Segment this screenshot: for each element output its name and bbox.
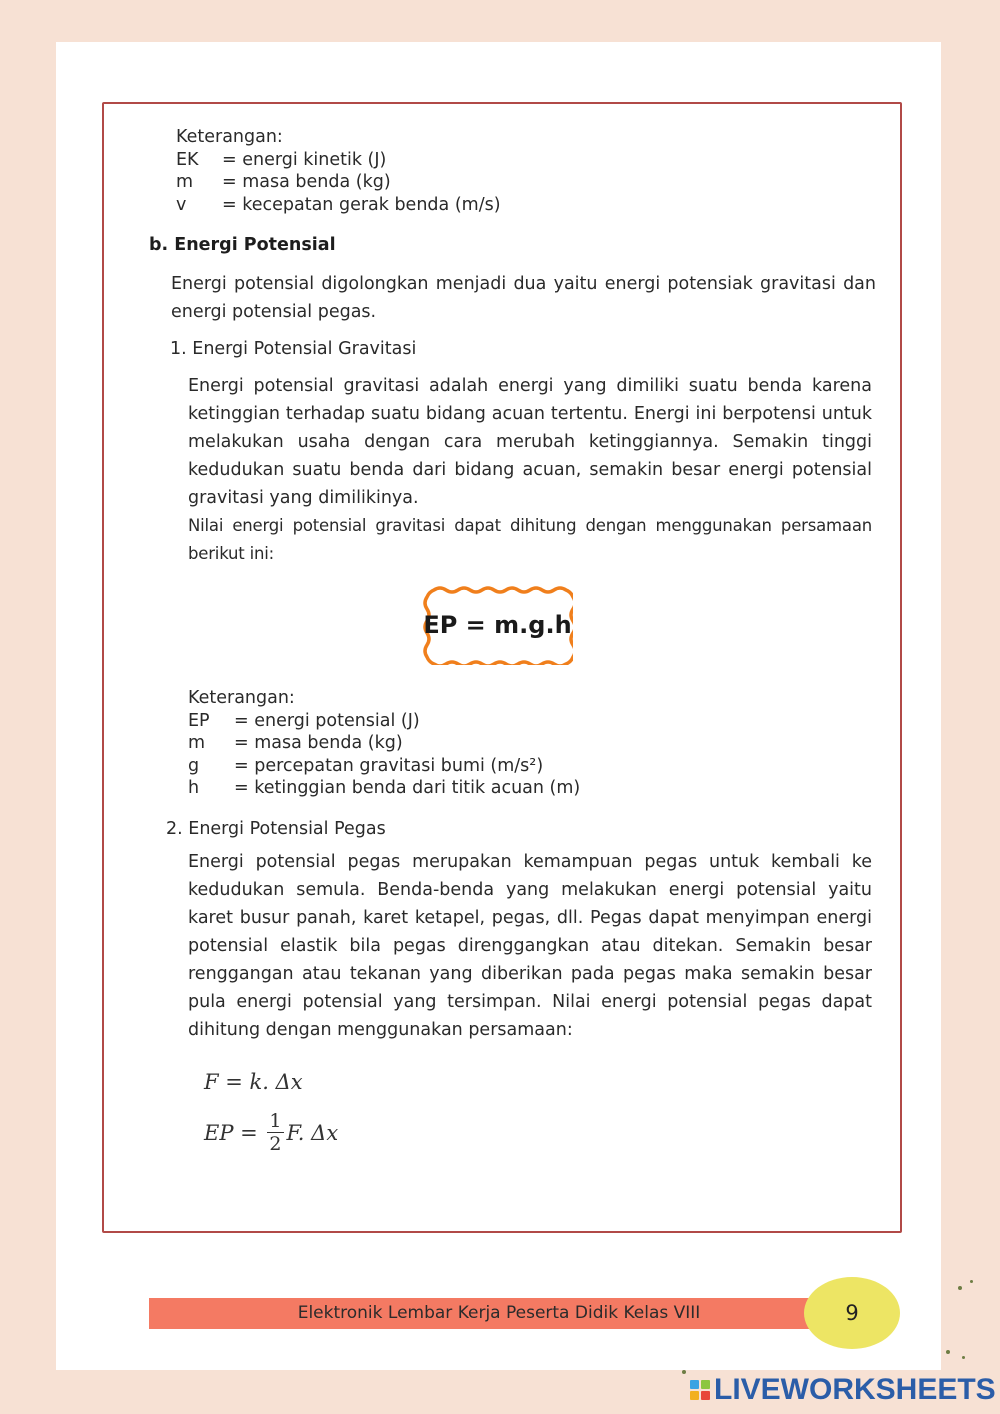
decor-speck [946,1350,950,1354]
section-intro: Energi potensial digolongkan menjadi dua yaitu energi potensiak gravitasi dan energi potensial pegas. [171,274,876,322]
keterangan-row: h = ketinggian benda dari titik acuan (m) [188,778,581,798]
section-heading: b. Energi Potensial [149,235,336,255]
keterangan-row: m = masa benda (kg) [176,172,391,192]
equation-force: F = k. Δx [204,1070,303,1094]
pegas-paragraph: Energi potensial pegas merupakan kemampuan pegas untuk kembali ke kedudukan semula. Benda-benda yang melakukan energi potensial yaitu karet busur panah, karet ketapel, pegas, dll. Pegas dapat menyimpan energi potensial elastik bila pegas direnggangkan atau ditekan. Semakin besar renggangan atau tekanan yang diberikan pada pegas maka semakin besar pula energi potensial yang tersimpan. Nilai energi potensial pegas dapat dihitung dengan menggunakan persamaan: [188,852,872,1040]
liveworksheets-logo[interactable] [690,1373,996,1407]
liveworksheets-text: LIVEWORKSHEETS [714,1373,996,1406]
keterangan-row: m = masa benda (kg) [188,733,403,753]
decor-speck [958,1286,962,1290]
fraction: $\frac{1}{2}$ [269,1110,282,1155]
keterangan-title: Keterangan: [188,688,295,708]
equation-ep-pegas: EP = $\frac{1}{2}$ F. Δx [204,1110,339,1155]
decor-speck [962,1356,965,1359]
page-number: 9 [845,1301,859,1325]
keterangan-row: EP = energi potensial (J) [188,710,420,731]
decor-speck [970,1280,973,1283]
formula-box [422,585,573,665]
liveworksheets-icon [690,1380,710,1400]
formula-text: EP = m.g.h [423,611,572,639]
keterangan-ek [176,126,501,216]
decor-speck [682,1370,686,1374]
subsection-heading: 2. Energi Potensial Pegas [166,819,386,839]
keterangan-row: EK = energi kinetik (J) [176,149,387,170]
keterangan-title: Keterangan: [176,127,283,147]
keterangan-row: g = percepatan gravitasi bumi (m/s²) [188,755,544,776]
gravitasi-equation-intro: Nilai energi potensial gravitasi dapat dihitung dengan menggunakan persamaan berikut ini: [188,516,872,563]
subsection-heading: 1. Energi Potensial Gravitasi [170,339,417,359]
footer-text: Elektronik Lembar Kerja Peserta Didik Kelas VIII [297,1303,701,1323]
gravitasi-paragraph: Energi potensial gravitasi adalah energi yang dimiliki suatu benda karena ketinggian terhadap suatu bidang acuan tertentu. Energi ini berpotensi untuk melakukan usaha dengan cara merubah ketinggiannya. Semakin tinggi kedudukan suatu benda dari bidang acuan, semakin besar energi potensial gravitasi yang dimilikinya. [188,376,872,508]
page-number-badge [804,1277,900,1349]
keterangan-ep [188,687,580,800]
keterangan-row: v = kecepatan gerak benda (m/s) [176,194,501,215]
